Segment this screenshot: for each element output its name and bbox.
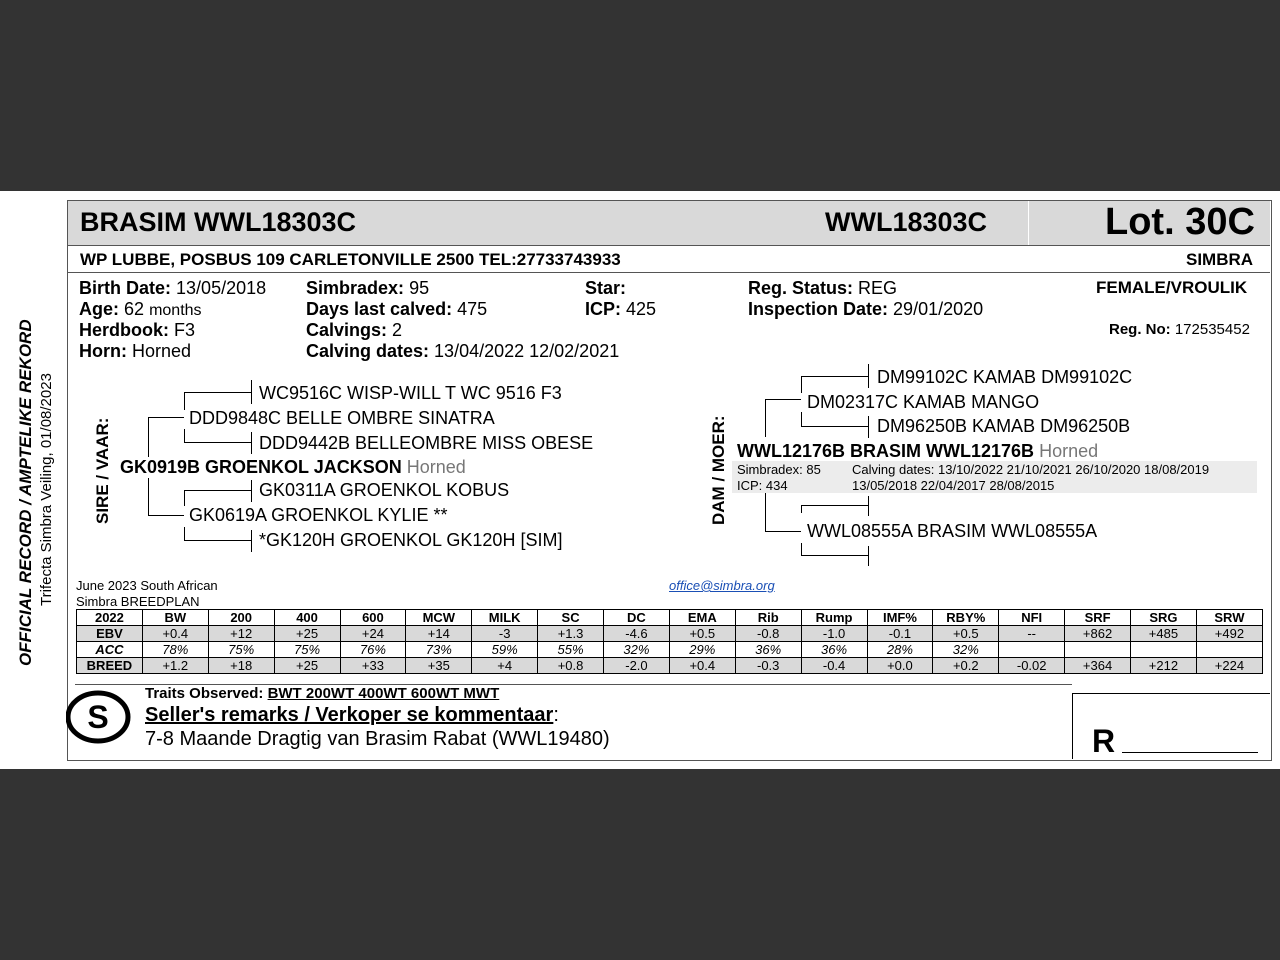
ebv-cell bbox=[1065, 642, 1131, 658]
days-last-calved: Days last calved: 475 bbox=[306, 299, 488, 319]
sire-label: SIRE / VAAR: bbox=[93, 417, 112, 524]
ebv-cell: 32% bbox=[933, 642, 999, 658]
sire-tree-line bbox=[148, 417, 184, 418]
ebv-header-cell: EMA bbox=[669, 610, 735, 626]
ebv-row bbox=[77, 658, 1263, 674]
ebv-cell: +0.5 bbox=[933, 626, 999, 642]
ebv-cell: +224 bbox=[1196, 658, 1262, 674]
sire-tree-line bbox=[251, 380, 252, 404]
header-divider bbox=[1028, 201, 1029, 245]
ebv-header-row bbox=[77, 610, 1263, 626]
dam-sire: DM02317C KAMAB MANGO bbox=[807, 392, 1040, 412]
dam-tree-line bbox=[801, 543, 802, 556]
lot-number: Lot. 30C bbox=[1105, 201, 1255, 243]
ebv-cell: +1.2 bbox=[142, 658, 208, 674]
ebv-cell: 73% bbox=[406, 642, 472, 658]
ebv-header-cell: 200 bbox=[208, 610, 274, 626]
breed-label: SIMBRA bbox=[1186, 250, 1254, 269]
dam-tree-line bbox=[868, 546, 869, 566]
ebv-cell: BREED bbox=[77, 658, 143, 674]
ebv-cell: +492 bbox=[1196, 626, 1262, 642]
ebv-cell: -3 bbox=[472, 626, 538, 642]
auction-label: Trifecta Simbra Veiling, 01/08/2023 bbox=[38, 373, 55, 606]
ebv-row bbox=[77, 642, 1263, 658]
ebv-cell: -0.3 bbox=[735, 658, 801, 674]
dam-tree-line bbox=[765, 399, 801, 400]
dam-name: WWL12176B BRASIM WWL12176B Horned bbox=[737, 441, 1099, 461]
ebv-cell: +1.3 bbox=[538, 626, 604, 642]
ebv-cell: +25 bbox=[274, 658, 340, 674]
dam-tree-line bbox=[868, 496, 869, 516]
ebv-cell: 36% bbox=[735, 642, 801, 658]
ebv-cell bbox=[1196, 642, 1262, 658]
ebv-cell: +35 bbox=[406, 658, 472, 674]
ebv-cell: +364 bbox=[1065, 658, 1131, 674]
dam-tree-line bbox=[801, 505, 869, 506]
dam-calving-dates-2: 13/05/2018 22/04/2017 28/08/2015 bbox=[852, 478, 1055, 493]
ebv-cell: ACC bbox=[77, 642, 143, 658]
ebv-cell: -2.0 bbox=[604, 658, 670, 674]
ebv-header-cell: DC bbox=[604, 610, 670, 626]
owner-divider bbox=[68, 272, 1270, 273]
dam-tree-line bbox=[801, 555, 869, 556]
calving-dates: Calving dates: 13/04/2022 12/02/2021 bbox=[306, 341, 620, 361]
ebv-cell: 78% bbox=[142, 642, 208, 658]
ebv-cell: 29% bbox=[669, 642, 735, 658]
ebv-cell: 28% bbox=[867, 642, 933, 658]
sire-sire: DDD9848C BELLE OMBRE SINATRA bbox=[189, 408, 495, 428]
ebv-header-cell: SRF bbox=[1065, 610, 1131, 626]
ebv-cell bbox=[1131, 642, 1197, 658]
dam-tree-line bbox=[801, 505, 802, 513]
ebv-header-cell: RBY% bbox=[933, 610, 999, 626]
ebv-cell: +485 bbox=[1131, 626, 1197, 642]
ebv-header-cell: BW bbox=[142, 610, 208, 626]
sire-tree-line bbox=[148, 515, 184, 516]
ebv-cell: +212 bbox=[1131, 658, 1197, 674]
calvings: Calvings: 2 bbox=[306, 320, 403, 340]
price-input-line[interactable] bbox=[1122, 752, 1258, 753]
price-label: R bbox=[1092, 723, 1116, 759]
ebv-cell: -1.0 bbox=[801, 626, 867, 642]
ebv-header-cell: SRG bbox=[1131, 610, 1197, 626]
ebv-header-cell: NFI bbox=[999, 610, 1065, 626]
ebv-row bbox=[77, 626, 1263, 642]
ebv-cell: 75% bbox=[208, 642, 274, 658]
sire-tree-line bbox=[184, 429, 185, 443]
birth-date: Birth Date: 13/05/2018 bbox=[79, 278, 267, 298]
simbradex: Simbradex: 95 bbox=[306, 278, 430, 298]
traits-observed: Traits Observed: BWT 200WT 400WT 600WT MWT bbox=[145, 685, 500, 702]
animal-name: BRASIM WWL18303C bbox=[80, 207, 357, 237]
ebv-cell: +0.8 bbox=[538, 658, 604, 674]
ebv-cell: -0.4 bbox=[801, 658, 867, 674]
inspection-date: Inspection Date: 29/01/2020 bbox=[748, 299, 984, 319]
sire-tree-line bbox=[184, 490, 185, 506]
ebv-cell: -- bbox=[999, 626, 1065, 642]
ebv-header-cell: 600 bbox=[340, 610, 406, 626]
ebv-table bbox=[76, 609, 1263, 674]
dam-tree-line bbox=[868, 416, 869, 438]
reg-status: Reg. Status: REG bbox=[748, 278, 898, 298]
dam-tree-line bbox=[801, 376, 869, 377]
ebv-cell: +4 bbox=[472, 658, 538, 674]
sire-dam-dam: *GK120H GROENKOL GK120H [SIM] bbox=[259, 530, 563, 550]
sex: FEMALE/VROULIK bbox=[1096, 278, 1248, 297]
ebv-cell: +12 bbox=[208, 626, 274, 642]
dam-sire-sire: DM99102C KAMAB DM99102C bbox=[877, 367, 1133, 387]
dam-sire-dam: DM96250B KAMAB DM96250B bbox=[877, 416, 1131, 436]
sire-tree-line bbox=[184, 442, 252, 443]
animal-id: WWL18303C bbox=[825, 207, 988, 237]
sire-tree-line bbox=[184, 527, 185, 540]
ebv-cell: 75% bbox=[274, 642, 340, 658]
ebv-cell bbox=[999, 642, 1065, 658]
horn: Horn: Horned bbox=[79, 341, 192, 361]
ebv-cell: +14 bbox=[406, 626, 472, 642]
sire-tree-line bbox=[251, 480, 252, 502]
ebv-cell: +0.4 bbox=[142, 626, 208, 642]
email-link[interactable]: office@simbra.org bbox=[669, 578, 775, 593]
sire-dam-sire: GK0311A GROENKOL KOBUS bbox=[259, 480, 510, 500]
owner-info: WP LUBBE, POSBUS 109 CARLETONVILLE 2500 TEL:27733743933 bbox=[80, 250, 621, 269]
seller-remarks-text: 7-8 Maande Dragtig van Brasim Rabat (WWL19480) bbox=[145, 728, 610, 750]
dam-tree-line bbox=[801, 412, 802, 426]
herdbook: Herdbook: F3 bbox=[79, 320, 196, 340]
dam-calving-dates-1: Calving dates: 13/10/2022 21/10/2021 26/10/2020 18/08/2019 bbox=[852, 462, 1210, 477]
ebv-cell: 76% bbox=[340, 642, 406, 658]
ebv-cell: -0.8 bbox=[735, 626, 801, 642]
ebv-cell: 32% bbox=[604, 642, 670, 658]
dam-tree-line bbox=[765, 531, 801, 532]
sire-dam: GK0619A GROENKOL KYLIE ** bbox=[189, 505, 448, 525]
ebv-cell: +862 bbox=[1065, 626, 1131, 642]
sire-tree-line bbox=[184, 392, 252, 393]
sire-tree-line bbox=[148, 478, 149, 515]
dam-label: DAM / MOER: bbox=[709, 415, 728, 525]
svg-text:S: S bbox=[87, 699, 109, 735]
ebv-header-cell: 400 bbox=[274, 610, 340, 626]
ebv-cell: +24 bbox=[340, 626, 406, 642]
ebv-header-cell: Rib bbox=[735, 610, 801, 626]
sire-tree-line bbox=[251, 530, 252, 552]
sire-sire-sire: WC9516C WISP-WILL T WC 9516 F3 bbox=[259, 383, 562, 403]
ebv-header-cell: 2022 bbox=[77, 610, 143, 626]
age: Age: 62 months bbox=[79, 299, 202, 319]
sire-tree-line bbox=[184, 490, 252, 491]
sire-tree-line bbox=[184, 540, 252, 541]
dam-icp: ICP: 434 bbox=[737, 478, 788, 493]
ebv-cell: +25 bbox=[274, 626, 340, 642]
ebv-header-cell: IMF% bbox=[867, 610, 933, 626]
ebv-header-cell: MCW bbox=[406, 610, 472, 626]
ebv-cell: 55% bbox=[538, 642, 604, 658]
ebv-cell: -0.02 bbox=[999, 658, 1065, 674]
reg-no: Reg. No: 172535452 bbox=[1109, 321, 1250, 338]
breedplan-line-2: Simbra BREEDPLAN bbox=[76, 594, 200, 609]
ebv-cell: +0.0 bbox=[867, 658, 933, 674]
dam-tree-line bbox=[765, 399, 766, 437]
ebv-cell: +0.2 bbox=[933, 658, 999, 674]
dam-tree-line bbox=[765, 493, 766, 531]
price-box-left bbox=[1072, 693, 1073, 759]
sire-name: GK0919B GROENKOL JACKSON Horned bbox=[120, 457, 466, 477]
price-box-top bbox=[1072, 693, 1270, 694]
dam-tree-line bbox=[868, 364, 869, 388]
ebv-cell: -4.6 bbox=[604, 626, 670, 642]
ebv-cell: EBV bbox=[77, 626, 143, 642]
icp: ICP: 425 bbox=[585, 299, 657, 319]
seller-remarks-title: Seller's remarks / Verkoper se kommentaar: bbox=[145, 704, 559, 726]
star: Star: bbox=[585, 278, 627, 298]
sire-tree-line bbox=[148, 417, 149, 457]
sire-tree-line bbox=[251, 432, 252, 454]
ebv-cell: 59% bbox=[472, 642, 538, 658]
ebv-header-cell: Rump bbox=[801, 610, 867, 626]
ebv-cell: +18 bbox=[208, 658, 274, 674]
official-record-label: OFFICIAL RECORD / AMPTELIKE REKORD bbox=[16, 319, 35, 666]
ebv-cell: +33 bbox=[340, 658, 406, 674]
simbra-logo-icon bbox=[66, 690, 134, 746]
ebv-cell: +0.5 bbox=[669, 626, 735, 642]
sire-sire-dam: DDD9442B BELLEOMBRE MISS OBESE bbox=[259, 433, 594, 453]
ebv-header-cell: SRW bbox=[1196, 610, 1262, 626]
ebv-header-cell: MILK bbox=[472, 610, 538, 626]
ebv-header-cell: SC bbox=[538, 610, 604, 626]
dam-simbradex: Simbradex: 85 bbox=[737, 462, 821, 477]
ebv-cell: +0.4 bbox=[669, 658, 735, 674]
sire-tree-line bbox=[184, 392, 185, 410]
ebv-cell: -0.1 bbox=[867, 626, 933, 642]
ebv-cell: 36% bbox=[801, 642, 867, 658]
dam-tree-line bbox=[801, 376, 802, 393]
dam-dam: WWL08555A BRASIM WWL08555A bbox=[807, 521, 1098, 541]
breedplan-line-1: June 2023 South African bbox=[76, 578, 218, 593]
dam-tree-line bbox=[801, 426, 869, 427]
